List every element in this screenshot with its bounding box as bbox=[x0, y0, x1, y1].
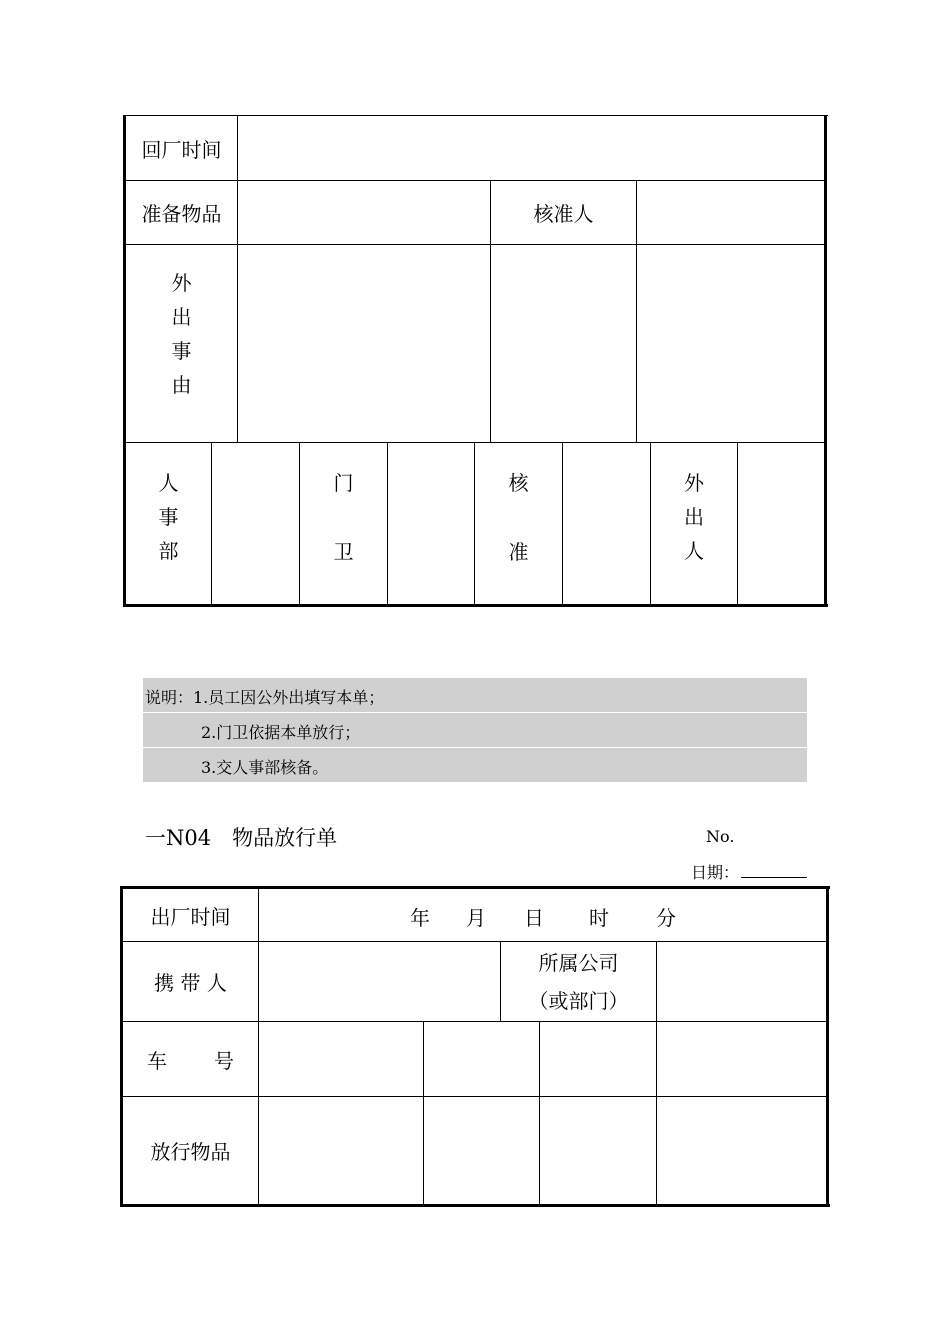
note-line-3: 3.交人事部核备。 bbox=[201, 758, 329, 777]
company-label bbox=[501, 942, 656, 1021]
company-field[interactable] bbox=[657, 942, 826, 1021]
hr-signature-field[interactable] bbox=[212, 443, 299, 604]
company-label-line1: 所属公司 bbox=[538, 950, 619, 975]
approver-label: 核准人 bbox=[533, 202, 594, 226]
car-number-char: 车 bbox=[147, 1048, 167, 1073]
car-number-label bbox=[123, 1022, 258, 1096]
hr-dept-label bbox=[126, 466, 211, 576]
approve-signature-field[interactable] bbox=[563, 443, 650, 604]
table-border-bottom bbox=[123, 604, 828, 607]
out-char: 出 bbox=[684, 505, 704, 529]
guard-label bbox=[300, 466, 387, 576]
hr-char: 部 bbox=[158, 539, 179, 563]
release-items-field-1[interactable] bbox=[259, 1097, 423, 1204]
note-line-2: 2.门卫依据本单放行； bbox=[201, 723, 361, 742]
car-number-field-1[interactable] bbox=[259, 1022, 423, 1096]
release-items-field-3[interactable] bbox=[540, 1097, 656, 1204]
outgoing-person-label bbox=[651, 466, 737, 576]
guard-signature-field[interactable] bbox=[388, 443, 474, 604]
month-unit: 月 bbox=[466, 906, 486, 930]
date-label: 日期： bbox=[691, 863, 740, 882]
hr-char: 事 bbox=[158, 505, 179, 529]
reason-field-2[interactable] bbox=[491, 245, 636, 442]
carrier-label: 携 带 人 bbox=[154, 971, 227, 995]
release-form-title: 一N04 物品放行单 bbox=[145, 826, 338, 850]
form-number-label: No. bbox=[706, 827, 735, 846]
reason-char: 出 bbox=[171, 305, 192, 329]
reason-field-3[interactable] bbox=[637, 245, 824, 442]
table-border-right bbox=[826, 886, 829, 1207]
return-time-field[interactable] bbox=[238, 116, 824, 180]
return-time-label: 回厂时间 bbox=[141, 137, 222, 162]
day-unit: 日 bbox=[524, 906, 544, 930]
car-number-char: 号 bbox=[214, 1048, 234, 1073]
reason-char: 由 bbox=[171, 373, 192, 397]
year-unit: 年 bbox=[410, 906, 430, 930]
out-time-field[interactable] bbox=[259, 889, 826, 941]
date-input-line[interactable] bbox=[741, 877, 807, 878]
prepare-items-field[interactable] bbox=[238, 181, 490, 244]
approve-label bbox=[475, 466, 562, 576]
table-border-right bbox=[824, 115, 827, 607]
release-items-label: 放行物品 bbox=[150, 1140, 231, 1164]
hour-unit: 时 bbox=[589, 906, 609, 930]
approve-char: 核 bbox=[508, 471, 529, 495]
reason-field[interactable] bbox=[238, 245, 490, 442]
prepare-items-label: 准备物品 bbox=[141, 202, 222, 226]
minute-unit: 分 bbox=[656, 906, 676, 930]
release-items-field-2[interactable] bbox=[424, 1097, 539, 1204]
approver-field[interactable] bbox=[637, 181, 824, 244]
out-char: 外 bbox=[684, 471, 704, 495]
out-char: 人 bbox=[684, 539, 704, 563]
release-items-field-4[interactable] bbox=[657, 1097, 826, 1204]
table-border-bottom bbox=[120, 1204, 830, 1207]
reason-label bbox=[126, 266, 237, 406]
out-time-label: 出厂时间 bbox=[150, 904, 231, 929]
company-label-line2: （或部门） bbox=[528, 988, 629, 1013]
reason-char: 外 bbox=[171, 271, 192, 295]
car-number-field-4[interactable] bbox=[657, 1022, 826, 1096]
car-number-field-2[interactable] bbox=[424, 1022, 539, 1096]
guard-char: 卫 bbox=[333, 540, 354, 564]
approve-char: 准 bbox=[508, 540, 529, 564]
guard-char: 门 bbox=[333, 471, 354, 495]
note-line-1: 说明：1.员工因公外出填写本单； bbox=[145, 688, 385, 707]
outgoing-person-signature-field[interactable] bbox=[738, 443, 824, 604]
hr-char: 人 bbox=[158, 471, 179, 495]
car-number-field-3[interactable] bbox=[540, 1022, 656, 1096]
reason-char: 事 bbox=[171, 339, 192, 363]
carrier-field[interactable] bbox=[259, 942, 500, 1021]
